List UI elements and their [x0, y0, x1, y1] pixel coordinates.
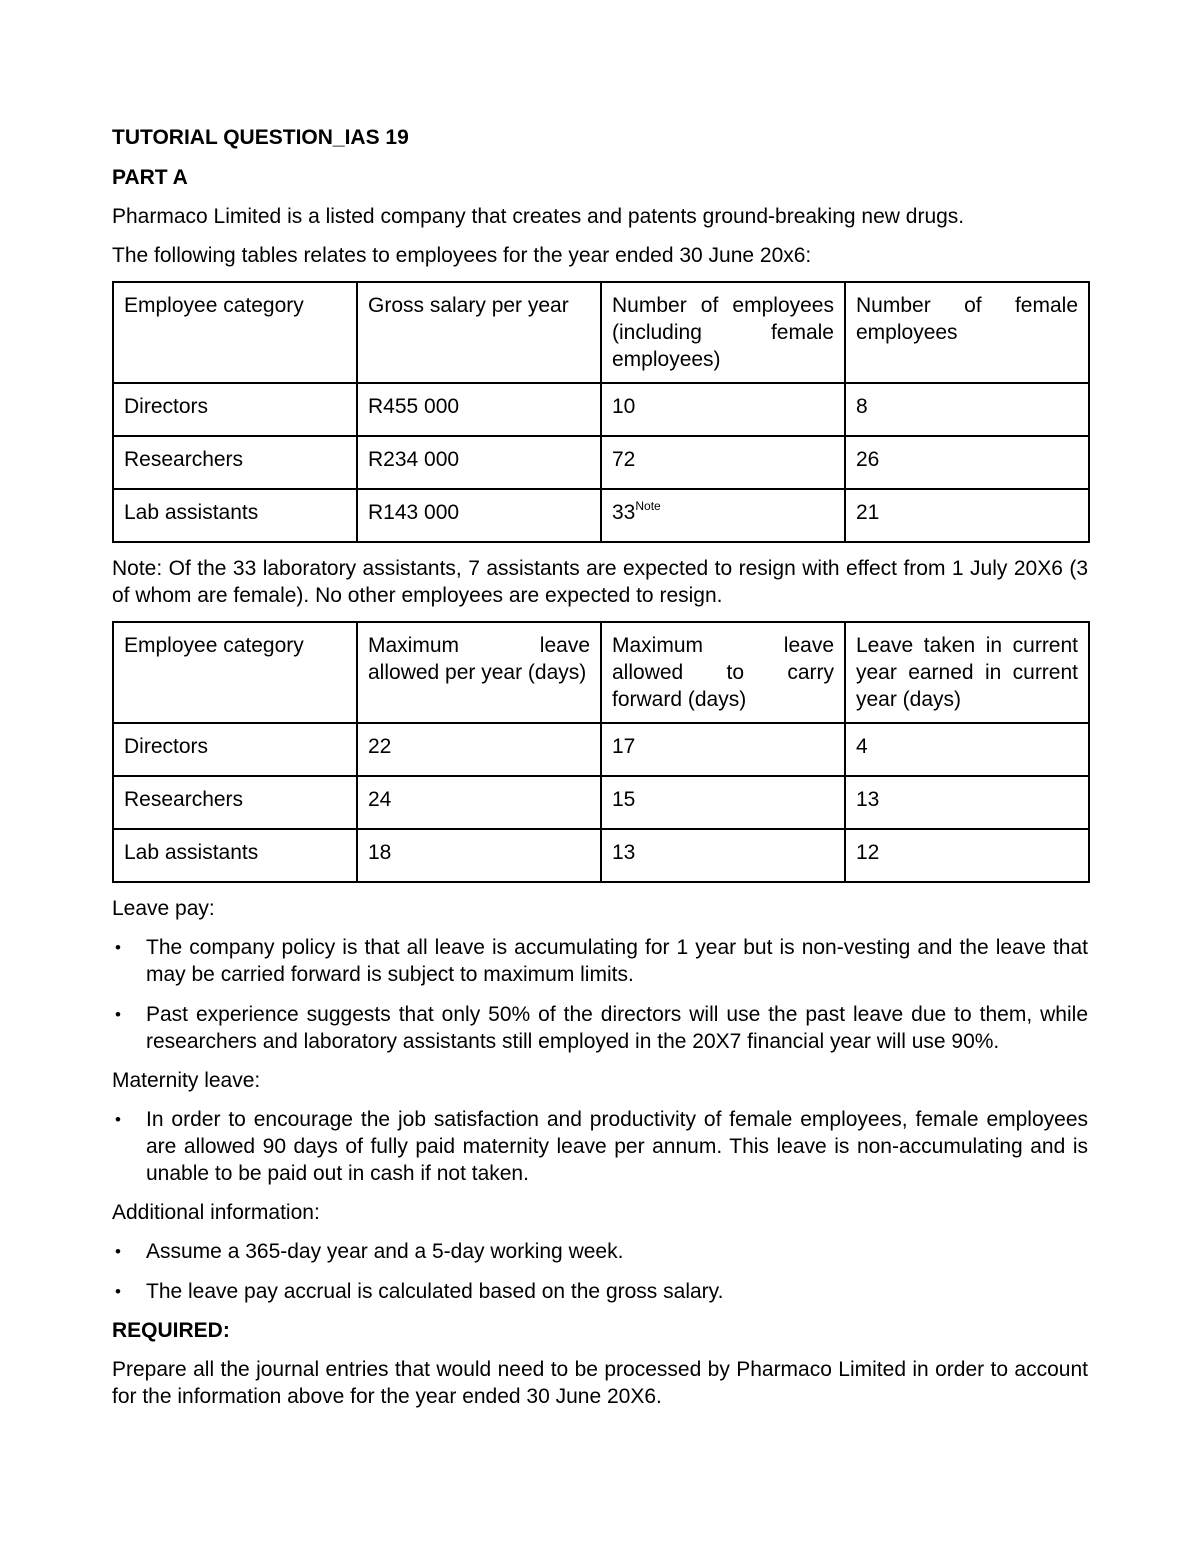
- table-cell: 15: [601, 776, 845, 829]
- table-cell: 24: [357, 776, 601, 829]
- table-cell: Directors: [113, 383, 357, 436]
- required-text: Prepare all the journal entries that would need to be processed by Pharmaco Limited in order to account for the information above for the year ended 30 June 20X6.: [112, 1358, 1088, 1408]
- table-cell: 17: [601, 723, 845, 776]
- table-row: [113, 489, 1089, 542]
- document-page: [112, 124, 1088, 1422]
- table-cell: R234 000: [357, 436, 601, 489]
- resignation-note: Note: Of the 33 laboratory assistants, 7 assistants are expected to resign with effect from 1 July 20X6 (3 of whom are female). No other employees are expected to resign.: [112, 557, 1088, 607]
- table-cell: 22: [357, 723, 601, 776]
- bullet-icon: •: [115, 938, 121, 957]
- table-row: [113, 436, 1089, 489]
- table-cell: 18: [357, 829, 601, 882]
- list-item-text: The leave pay accrual is calculated based on the gross salary.: [146, 1280, 724, 1303]
- table-cell: 26: [845, 436, 1089, 489]
- table-header-row: [113, 622, 1089, 723]
- required-heading: REQUIRED:: [112, 1319, 230, 1342]
- table-cell: 4: [845, 723, 1089, 776]
- table-header-cell: Employee category: [113, 622, 357, 723]
- employee-salary-table: [112, 281, 1090, 543]
- list-item: [112, 1001, 1088, 1055]
- table-row: [113, 383, 1089, 436]
- leave-table: [112, 621, 1090, 883]
- intro-paragraph-1: Pharmaco Limited is a listed company that creates and patents ground-breaking new drugs.: [112, 205, 965, 228]
- table-row: [113, 776, 1089, 829]
- table-cell: 21: [845, 489, 1089, 542]
- table-cell: 72: [601, 436, 845, 489]
- list-item: [112, 1106, 1088, 1187]
- table-header-cell: Leave taken in current year earned in current year (days): [845, 622, 1089, 723]
- additional-info-label: Additional information:: [112, 1201, 320, 1224]
- table-cell-with-note: [601, 489, 845, 542]
- list-item: [112, 934, 1088, 988]
- list-item: [112, 1238, 1088, 1265]
- leave-pay-label: Leave pay:: [112, 897, 215, 920]
- table-cell: 13: [601, 829, 845, 882]
- table-cell: Researchers: [113, 776, 357, 829]
- bullet-icon: •: [115, 1282, 121, 1301]
- table-header-cell: Number of female employees: [845, 282, 1089, 383]
- table-cell: R455 000: [357, 383, 601, 436]
- table-header-cell: Maximum leave allowed per year (days): [357, 622, 601, 723]
- table-row: [113, 723, 1089, 776]
- intro-paragraph-2: The following tables relates to employees for the year ended 30 June 20x6:: [112, 244, 812, 267]
- table-header-cell: Maximum leave allowed to carry forward (days): [601, 622, 845, 723]
- additional-info-list: [112, 1238, 1088, 1305]
- part-heading: PART A: [112, 166, 188, 189]
- table-cell: Lab assistants: [113, 829, 357, 882]
- list-item-text: Past experience suggests that only 50% of the directors will use the past leave due to them, while researchers and laboratory assistants still employed in the 20X7 financial year will use 90%.: [146, 1003, 1088, 1053]
- table-cell: 13: [845, 776, 1089, 829]
- table-row: [113, 829, 1089, 882]
- bullet-icon: •: [115, 1005, 121, 1024]
- document-title: TUTORIAL QUESTION_IAS 19: [112, 126, 409, 149]
- table-cell: Directors: [113, 723, 357, 776]
- list-item-text: Assume a 365-day year and a 5-day working week.: [146, 1240, 624, 1263]
- table-header-cell: Employee category: [113, 282, 357, 383]
- bullet-icon: •: [115, 1242, 121, 1261]
- list-item: [112, 1278, 1088, 1305]
- maternity-list: [112, 1106, 1088, 1187]
- list-item-text: The company policy is that all leave is accumulating for 1 year but is non-vesting and the leave that may be carried forward is subject to maximum limits.: [146, 936, 1088, 986]
- table-cell: 10: [601, 383, 845, 436]
- table-header-row: [113, 282, 1089, 383]
- list-item-text: In order to encourage the job satisfaction and productivity of female employees, female employees are allowed 90 days of fully paid maternity leave per annum. This leave is non-accumulating and is unable to be paid out in cash if not taken.: [146, 1108, 1088, 1185]
- table-cell: 12: [845, 829, 1089, 882]
- employee-count: 33: [612, 501, 636, 524]
- table-cell: R143 000: [357, 489, 601, 542]
- table-header-cell: Gross salary per year: [357, 282, 601, 383]
- table-cell: Researchers: [113, 436, 357, 489]
- leave-pay-list: [112, 934, 1088, 1055]
- table-cell: Lab assistants: [113, 489, 357, 542]
- note-superscript: Note: [635, 499, 661, 513]
- maternity-label: Maternity leave:: [112, 1069, 261, 1092]
- bullet-icon: •: [115, 1110, 121, 1129]
- table-cell: 8: [845, 383, 1089, 436]
- table-header-cell: Number of employees (including female employees): [601, 282, 845, 383]
